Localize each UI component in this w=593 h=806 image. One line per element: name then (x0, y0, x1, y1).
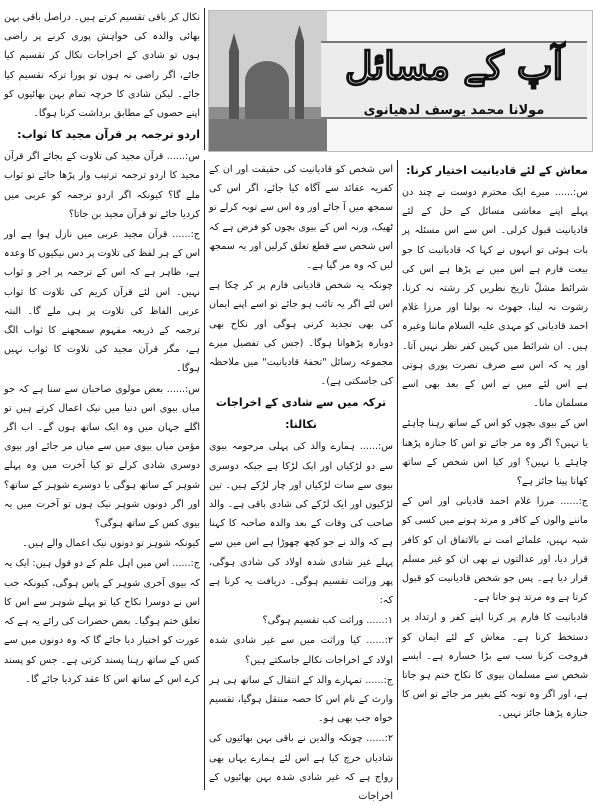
question-paragraph: کیونکہ شوہر تو دونوں نیک اعمال والے ہیں۔ (22, 538, 200, 550)
section-heading: معاش کے لئے قادیانیت اختیار کرنا: (406, 164, 588, 177)
question-item: ۲:...... کیا وراثت میں سے غیر شادی شدہ اولاد کے اخراجات نکالے جاسکتے ہیں؟ (209, 635, 393, 666)
question-paragraph: اس کے بیوی بچوں کو اس کے ساتھ رہنا چاہئے یا نہیں؟ اگر وہ مر جائے تو اس کا جنازہ پڑھنا چاہئے یا نہیں؟ اور کیا اس شخص کے ساتھ کھانا پینا جائز ہے؟ (402, 418, 588, 488)
article-column-left (4, 8, 200, 790)
article-column-middle (209, 160, 393, 803)
answer-paragraph: چونکہ یہ شخص قادیانی فارم پر کر چکا ہے اس لئے اگر یہ تائب ہو جائے تو اسے اپنے ایمان کی بھی تجدید کرنی ہوگی اور نکاح بھی دوبارہ پڑھوانا ہوگا۔ (جس کی تفصیل میرے مجموعہ رسائل "تحفۂ قادیانیت" میں ملاحظہ کی جاسکتی ہے)۔ (209, 280, 393, 388)
section-heading: اردو ترجمہ پر قرآن مجید کا ثواب: (17, 128, 200, 142)
question-paragraph: س:...... بعض مولوی صاحبان سے سنا ہے کہ جو میاں بیوی اس دنیا میں نیک اعمال کرتے ہیں تو اگلے جہان میں وہ ایک ساتھ ہوں گے۔ اب اگر مؤمن میاں بیوی میں سے میاں مر جائے اور بیوی دوسری شادی کرلے تو کیا آخرت میں وہ پہلے شوہر کے ساتھ ہوگی یا دوسرے شوہر کے ساتھ؟ اور اگر دونوں شوہر نیک ہوں تو آخرت میں یہ بیوی کس کے ساتھ ہوگی؟ (4, 383, 200, 530)
column-header-banner (208, 10, 593, 152)
question-paragraph: س:...... قرآن مجید کی تلاوت کے بجائے اگر قرآن مجید کا اردو ترجمہ ترتیب وار پڑھا جائے تو ثواب ملے گا؟ کیونکہ اگر اردو ترجمہ کو عربی میں کردیا جائے تو قرآن مجید بن جاتا؟ (4, 151, 200, 220)
question-item: ۱:...... وراثت کب تقسیم ہوگی؟ (262, 615, 393, 627)
answer-paragraph: نکال کر باقی تقسیم کرتے ہیں۔ دراصل باقی بہن بھائی والدہ کی خواہش پوری کرنے پر راضی ہوں تو شادی کے اخراجات نکال کر تقسیم کیا جائے، اگر راضی نہ ہوں تو پورا ترکہ تقسیم کیا جائے۔ لیکن شادی کا خرچہ تمام بہن بھائیوں کو اپنے حصوں کے مطابق برداشت کرنا ہوگا۔ (3, 12, 200, 120)
mosque-silhouette-icon (209, 11, 327, 151)
question-paragraph: س:...... ہمارے والد کی پہلی مرحومہ بیوی سے دو لڑکیاں اور ایک لڑکا ہے جبکہ دوسری بیوی سے سات لڑکیاں اور چار لڑکے ہیں۔ تین لڑکیوں اور ایک لڑکے کی شادی باقی ہے۔ والد صاحب کی وفات کے بعد والدہ صاحبہ کا کہنا ہے کہ والد نے جو کچھ چھوڑا ہے اس میں سے پہلے غیر شادی شدہ اولاد کی شادی ہوگی، پھر وراثت تقسیم ہوگی۔ دریافت یہ کرنا ہے کہ: (209, 441, 393, 607)
section-heading: ترکہ میں سے شادی کے اخراجات نکالنا: (215, 396, 387, 432)
column-divider (397, 160, 398, 790)
answer-paragraph: ج:...... اس میں اہل علم کے دو قول ہیں: ایک یہ کہ بیوی آخری شوہر کے پاس ہوگی، کیونکہ جب اس نے دوسرا نکاح کیا تو پہلے شوہر سے اس کا تعلق ختم ہوگیا۔ بعض حضرات کی رائے یہ ہے کہ عورت کو اختیار دیا جائے گا کہ وہ دونوں میں سے کس کے ساتھ رہنا پسند کرتی ہے۔ جس کو پسند کرے اس کے ساتھ اس کا عقد کردیا جائے گا۔ (4, 558, 200, 685)
column-title: آپ کے مسائل (344, 43, 564, 88)
column-divider (204, 160, 205, 790)
column-divider (204, 8, 205, 150)
answer-paragraph: ج:...... تمہارے والد کے انتقال کے ساتھ ہی ہر وارث کے نام اس کا حصہ منتقل ہوگیا، تقسیم خواہ جب بھی ہو۔ (209, 674, 393, 725)
article-column-right (402, 160, 588, 790)
answer-paragraph: ج:...... قرآن مجید عربی میں نازل ہوا ہے اور اس کے ہر لفظ کی تلاوت پر دس نیکیوں کا وعدہ ہے، ظاہر ہے کہ اس کے ترجمہ پر اجر و ثواب نہیں۔ اس لئے قرآن کریم کی تلاوت کا ثواب عربی الفاظ کی تلاوت پر ہی ملے گا۔ البتہ ترجمہ کے ذریعہ مفہوم سمجھنے کا ثواب الگ ہے، مگر قرآن مجید کی تلاوت کا ثواب نہیں ہوگا۔ (4, 229, 200, 375)
answer-paragraph: ج:...... مرزا غلام احمد قادیانی اور اس کے ماننے والوں کے کافر و مرتد ہونے میں کسی کو شبہ نہیں، علمائے امت نے بالاتفاق ان کو کافر قرار دیا، اور عدالتوں نے بھی ان کو غیر مسلم قرار دیا ہے۔ پس جو شخص قادیانیت کو قبول کرتا ہے وہ مرتد ہو جاتا ہے۔ (402, 496, 588, 604)
question-paragraph: س:...... میرے ایک محترم دوست نے چند دن پہلے اپنے معاشی مسائل کے حل کے لئے قادیانیت قبول کرلی۔ اس سے اس مسئلہ پر بات ہوئی تو انہوں نے کہا کہ قادیانیت کا جو بیعت فارم ہے اس میں نے پڑھا ہے اس کی شرائط مشلّ تاریخ نظریں کر رشتہ نہ کرنا، رشوت نہ لینا، جھوٹ نہ بولنا اور مرزا غلام احمد قادیانی کو مہدی علیہ السلام ماننا وغیرہ ہیں۔ ان شرائط میں کہیں کفر نظر نہیں آتا۔ اور یہ کہ اس سے صرف نصرت پوری ہوتی ہے اس لئے میں نے اس کے بعد بھی اسے مسلمان مانا۔ (402, 187, 588, 410)
answer-paragraph: ۲:...... چونکہ والدین نے باقی بہن بھائیوں کی شادیاں خرچ کیا ہے اس لئے ہمارے یہاں بھی رواج ہے کہ غیر شادی شدہ بہن بھائیوں کے اخراجات (209, 733, 393, 803)
answer-paragraph: قادیانیت کا فارم پر کرنا اپنے کفر و ارتداد پر دستخط کرنا ہے۔ معاش کے لئے ایمان کو فروخت کرنا سب سے بڑا خسارہ ہے۔ ایسے شخص سے مسلمان بیوی کا نکاح ختم ہو جاتا ہے، اور اگر وہ توبہ کئے بغیر مر جائے تو اس کا جنازہ پڑھنا جائز نہیں۔ (402, 612, 588, 720)
header-photo (209, 11, 327, 151)
author-byline: مولانا محمد یوسف لدھیانوی (363, 103, 545, 118)
answer-paragraph: اس شخص کو قادیانیت کی حقیقت اور ان کے کفریہ عقائد سے آگاہ کیا جائے، اگر اس کی سمجھ میں آ جائے اور وہ اس سے توبہ کرلے تو ٹھیک، ورنہ اس کے بیوی بچوں کو فرض ہے کہ اس شخص سے قطع تعلق کرلیں اور یہ سمجھ لیں کہ وہ مر گیا ہے۔ (209, 164, 393, 272)
